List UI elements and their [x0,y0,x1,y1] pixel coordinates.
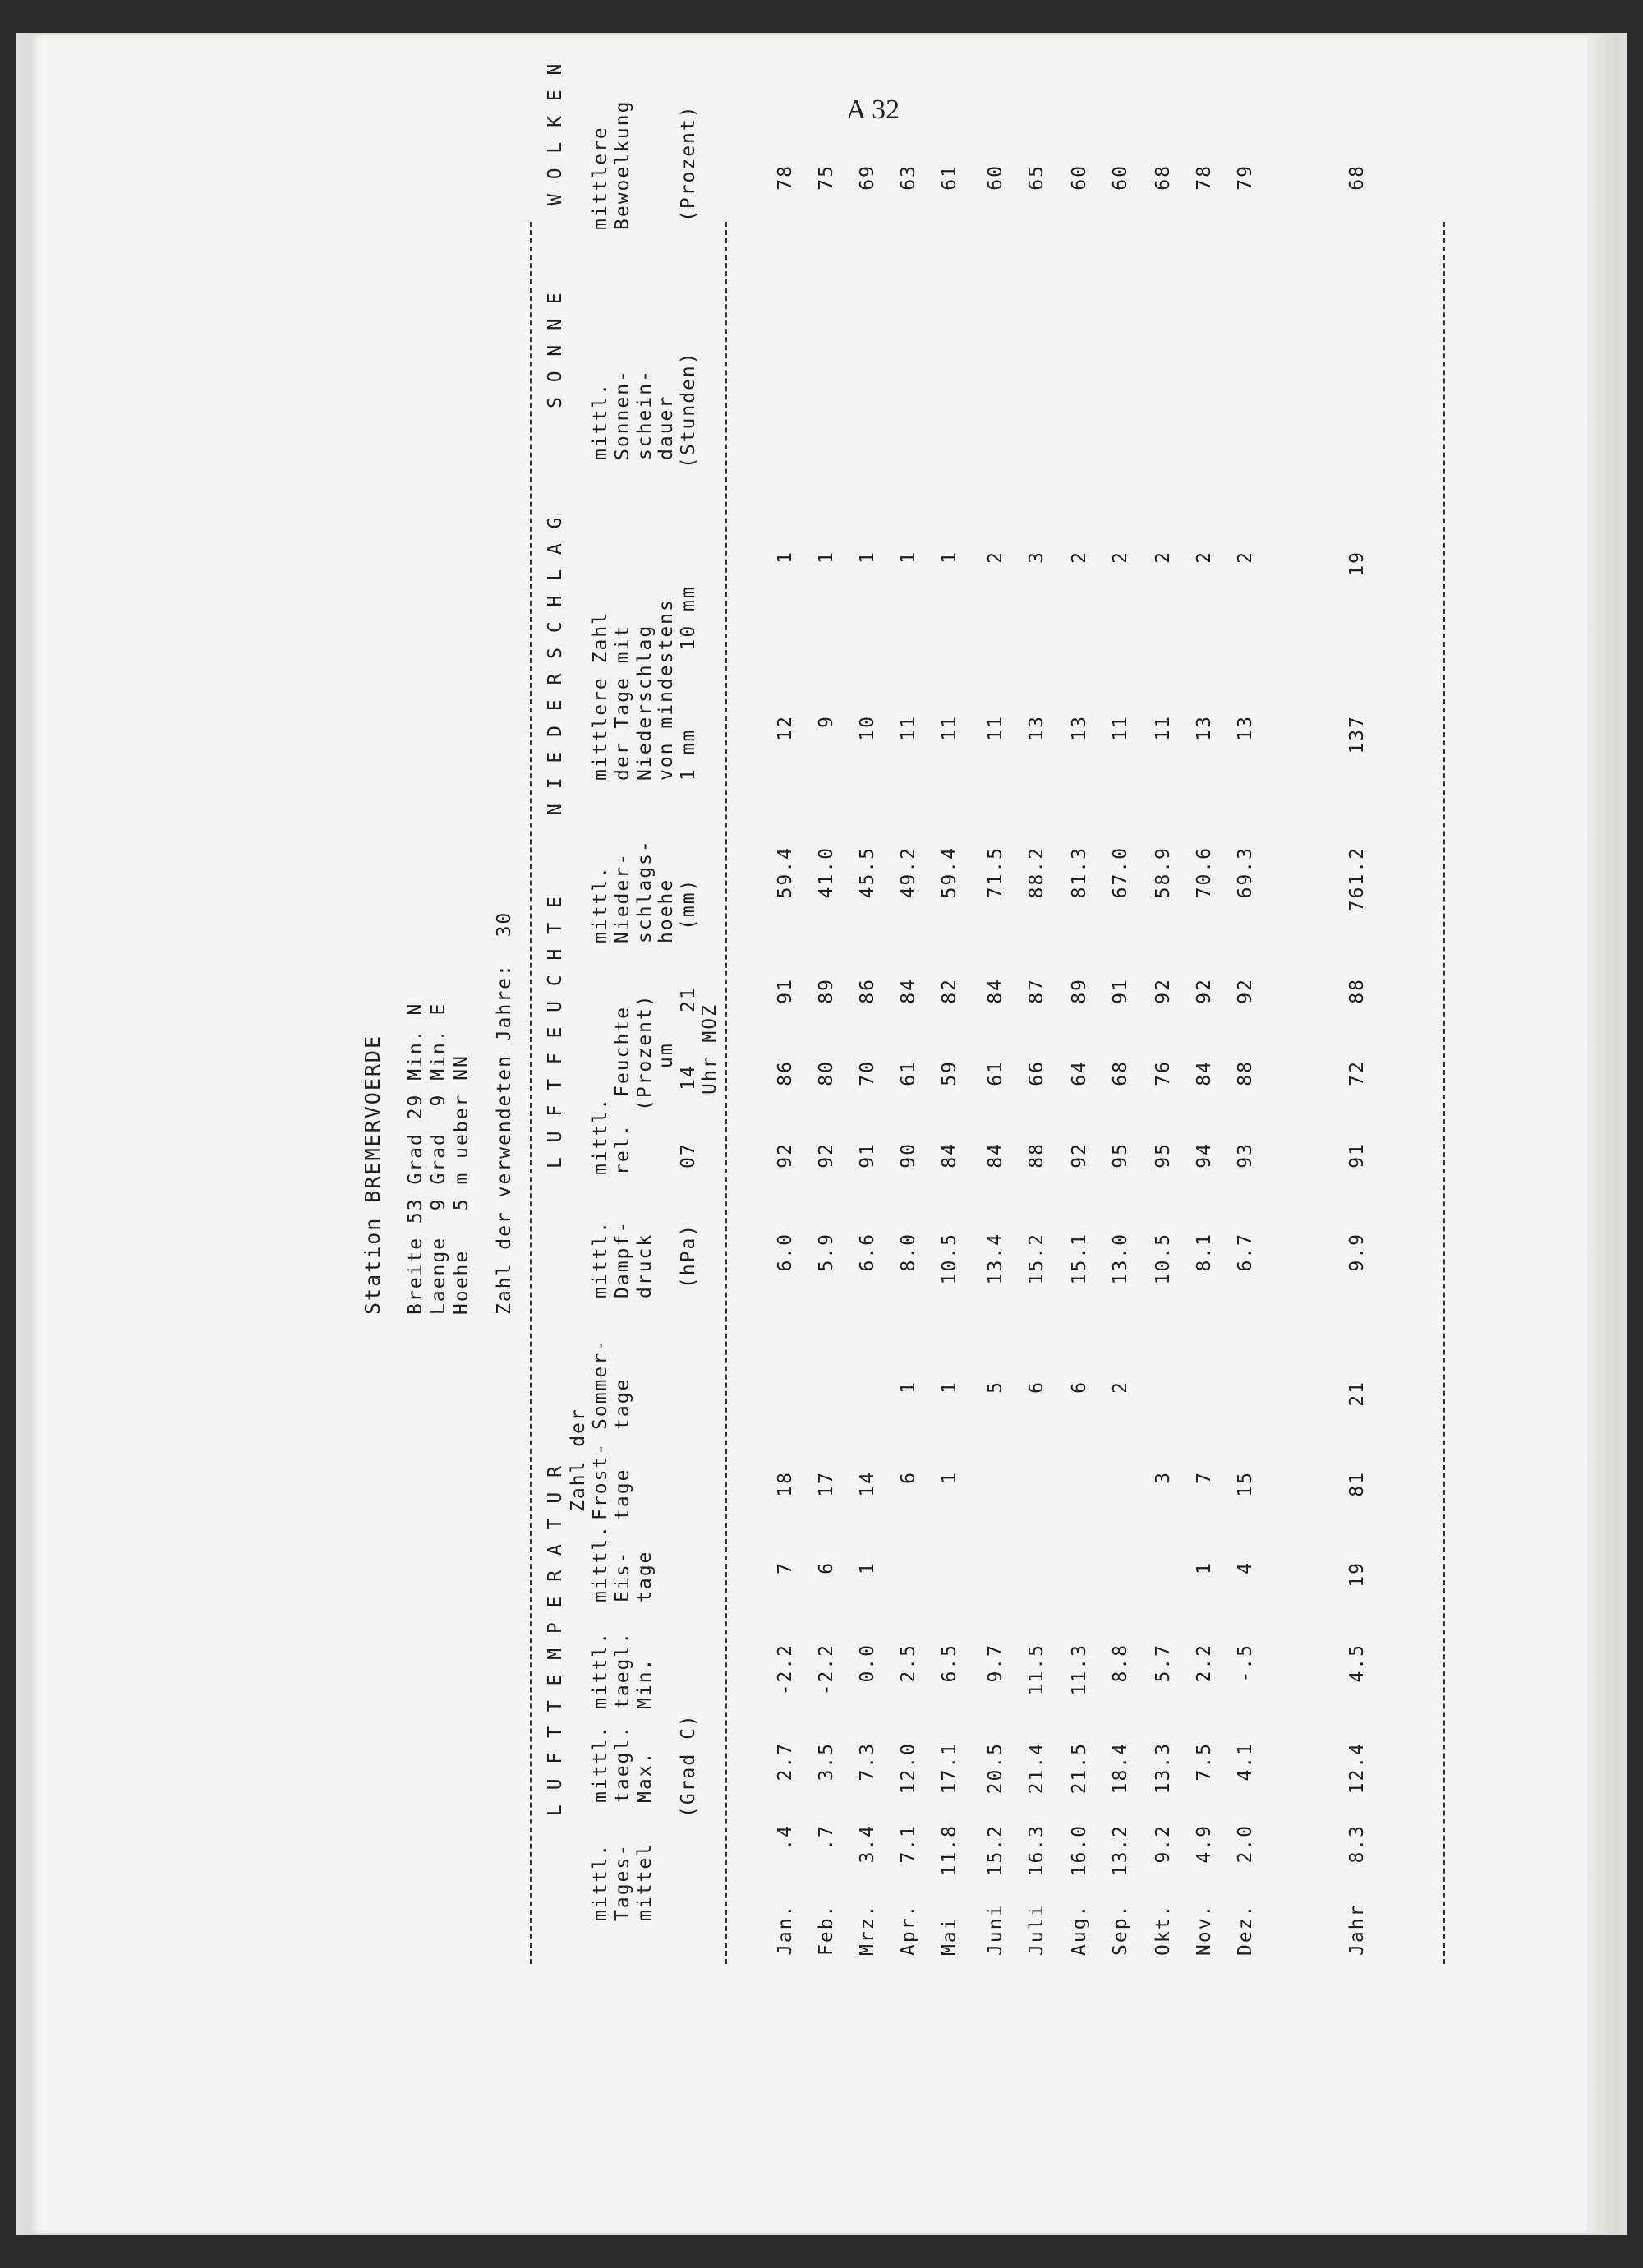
cell-f21: 91 [1110,978,1131,1004]
cell-f07: 90 [898,1142,919,1169]
header-line: Niederschlag [634,624,656,781]
header-line: mittl. [590,864,611,943]
header-number-of: Zahl der [568,1408,589,1512]
cell-tmax: 3.5 [816,1742,837,1782]
cell-tmin: 0.0 [857,1643,878,1683]
cell-dampf: 6.0 [775,1233,796,1272]
cell-wolk: 61 [939,164,960,191]
group-humidity: L U F T F E U C H T E [545,895,566,1169]
cell-wolk: 68 [1153,164,1174,191]
header-line: mittlere [590,126,611,230]
header-line: schein- [634,369,656,460]
cell-d1: 13 [1194,715,1215,741]
cell-d1: 11 [1153,715,1174,741]
cell-dampf: 13.0 [1110,1233,1131,1285]
group-sunshine: S O N N E [545,291,566,408]
header-bottom-rule [725,222,727,1964]
header-line: Sonnen- [612,369,633,460]
header-top-rule [530,222,532,1964]
station-title: Station BREMERVOERDE [361,1034,384,1315]
cell-month: Nov. [1194,1903,1215,1956]
cell-tmin: 5.7 [1153,1643,1174,1683]
cell-d10: 19 [1346,551,1368,577]
header-line: (Stunden) [678,351,699,468]
cell-tmin: 4.5 [1346,1643,1368,1683]
header-line: dauer [656,394,677,460]
cell-f14: 86 [775,1060,796,1086]
cell-d10: 1 [898,551,919,564]
header-line: mittlere Zahl [590,611,611,781]
cell-d1: 12 [775,715,796,741]
cell-f14: 84 [1194,1060,1215,1086]
header-line: 07 14 21 [678,986,699,1169]
cell-frost: 7 [1194,1471,1215,1484]
cell-f07: 92 [775,1142,796,1169]
cell-f07: 95 [1153,1142,1174,1169]
cell-tmax: 12.0 [898,1742,919,1795]
cell-frost: 15 [1235,1471,1256,1497]
cell-f21: 88 [1346,978,1368,1004]
rotated-climate-table [341,62,1458,2137]
header-line: 1 mm 10 mm [678,585,699,781]
cell-tmax: 13.3 [1153,1742,1174,1795]
station-longitude: Laenge 9 Grad 9 Min. E [428,1002,449,1315]
cell-month: Dez. [1235,1903,1256,1956]
cell-month: Feb. [816,1903,837,1956]
header-line: druck [634,1233,656,1298]
cell-f07: 92 [1069,1142,1090,1169]
header-line: mittel [634,1842,656,1921]
cell-tmax: 21.4 [1026,1742,1047,1795]
cell-tm: 16.3 [1026,1824,1047,1877]
cell-tmax: 2.7 [775,1742,796,1782]
group-clouds: W O L K E N [545,62,566,205]
cell-f07: 95 [1110,1142,1131,1169]
cell-tmin: -.5 [1235,1643,1256,1683]
cell-f07: 91 [857,1142,878,1169]
header-line: mittl. [590,1842,611,1921]
cell-tm: 15.2 [985,1824,1006,1877]
header-line: mittl. [590,1630,611,1709]
cell-dampf: 10.5 [1153,1233,1174,1285]
cell-tmin: 2.5 [898,1643,919,1683]
cell-wolk: 65 [1026,164,1047,191]
cell-f21: 91 [775,978,796,1004]
cell-nied: 71.5 [985,846,1006,899]
cell-tmin: 8.8 [1110,1643,1131,1683]
cell-month: Okt. [1153,1903,1174,1956]
cell-d1: 13 [1026,715,1047,741]
cell-frost: 14 [857,1471,878,1497]
header-line: Bewoelkung [612,99,633,230]
header-line: Sommer- [590,1339,611,1430]
cell-tmax: 4.1 [1235,1742,1256,1782]
cell-tm: 16.0 [1069,1824,1090,1877]
cell-d10: 1 [775,551,796,564]
header-line: (mm) [678,878,699,930]
cell-tm: 8.3 [1346,1824,1368,1864]
cell-d10: 3 [1026,551,1047,564]
cell-tmin: -2.2 [775,1643,796,1696]
header-line: der Tage mit [612,624,633,781]
header-line: tage [612,1468,633,1520]
cell-f21: 89 [816,978,837,1004]
cell-eis: 7 [775,1561,796,1574]
cell-wolk: 69 [857,164,878,191]
cell-tmin: 9.7 [985,1643,1006,1683]
cell-f14: 61 [898,1060,919,1086]
cell-f14: 59 [939,1060,960,1086]
cell-nied: 59.4 [775,846,796,899]
cell-f07: 84 [985,1142,1006,1169]
cell-d10: 2 [1153,551,1174,564]
cell-tmin: 6.5 [939,1643,960,1683]
cell-d1: 13 [1069,715,1090,741]
cell-eis: 19 [1346,1561,1368,1588]
cell-d1: 11 [985,715,1006,741]
cell-f07: 93 [1235,1142,1256,1169]
cell-f07: 91 [1346,1142,1368,1169]
cell-sommer: 1 [898,1381,919,1394]
cell-f07: 84 [939,1142,960,1169]
cell-f21: 84 [898,978,919,1004]
header-line: Nieder- [612,852,633,943]
cell-f14: 88 [1235,1060,1256,1086]
cell-f14: 80 [816,1060,837,1086]
cell-f14: 72 [1346,1060,1368,1086]
header-line: Tages- [612,1842,633,1921]
cell-d10: 2 [1110,551,1131,564]
cell-f21: 92 [1153,978,1174,1004]
years-count: Zahl der verwendeten Jahre: 30 [494,910,515,1315]
cell-tmax: 20.5 [985,1742,1006,1795]
header-line: Dampf- [612,1219,633,1298]
header-line: hoehe [656,878,677,943]
cell-f14: 64 [1069,1060,1090,1086]
cell-tm: .7 [816,1824,837,1851]
cell-tmin: 2.2 [1194,1643,1215,1683]
cell-f21: 92 [1235,978,1256,1004]
header-line: taegl. [612,1724,633,1803]
cell-nied: 59.4 [939,846,960,899]
cell-sommer: 2 [1110,1381,1131,1394]
cell-wolk: 60 [1110,164,1131,191]
cell-dampf: 13.4 [985,1233,1006,1285]
cell-f07: 92 [816,1142,837,1169]
cell-nied: 81.3 [1069,846,1090,899]
cell-d10: 2 [1194,551,1215,564]
station-latitude: Breite 53 Grad 29 Min. N [405,1002,426,1315]
cell-tm: .4 [775,1824,796,1851]
header-line: um [656,1042,677,1068]
cell-d1: 137 [1346,715,1368,754]
cell-tm: 9.2 [1153,1824,1174,1864]
header-line: Eis- [612,1550,633,1602]
cell-wolk: 79 [1235,164,1256,191]
cell-d1: 11 [1110,715,1131,741]
cell-frost: 1 [939,1471,960,1484]
cell-wolk: 78 [775,164,796,191]
cell-tm: 11.8 [939,1824,960,1877]
cell-f07: 94 [1194,1142,1215,1169]
cell-tm: 4.9 [1194,1824,1215,1864]
cell-eis: 1 [1194,1561,1215,1574]
header-line: tage [612,1377,633,1430]
cell-month: Jan. [775,1903,796,1956]
cell-f14: 76 [1153,1060,1174,1086]
cell-tm: 13.2 [1110,1824,1131,1877]
cell-month: Sep. [1110,1903,1131,1956]
cell-month: Jahr [1346,1903,1368,1956]
header-line: tage [634,1550,656,1602]
cell-dampf: 10.5 [939,1233,960,1285]
cell-tmin: 11.5 [1026,1643,1047,1696]
cell-eis: 4 [1235,1561,1256,1574]
cell-tmax: 12.4 [1346,1742,1368,1795]
cell-month: Juli [1026,1903,1047,1956]
cell-tmax: 7.3 [857,1742,878,1782]
cell-f14: 70 [857,1060,878,1086]
cell-f14: 66 [1026,1060,1047,1086]
cell-sommer: 6 [1069,1381,1090,1394]
header-unit-celsius: (Grad C) [678,1713,699,1818]
cell-frost: 81 [1346,1471,1368,1497]
cell-nied: 88.2 [1026,846,1047,899]
cell-f07: 88 [1026,1142,1047,1169]
header-line: taegl. [612,1630,633,1709]
header-line: (Prozent) [634,993,656,1111]
header-line: mittl. [590,1096,611,1175]
header-line: von mindestens [656,598,677,781]
header-line: schlags- [634,839,656,943]
cell-frost: 17 [816,1471,837,1497]
cell-tm: 2.0 [1235,1824,1256,1864]
cell-tmax: 7.5 [1194,1742,1215,1782]
cell-frost: 18 [775,1471,796,1497]
cell-d1: 11 [939,715,960,741]
cell-dampf: 8.1 [1194,1233,1215,1272]
cell-dampf: 6.7 [1235,1233,1256,1272]
cell-f14: 61 [985,1060,1006,1086]
cell-sommer: 21 [1346,1381,1368,1407]
cell-d10: 2 [1235,551,1256,564]
cell-month: Apr. [898,1903,919,1956]
cell-tm: 7.1 [898,1824,919,1864]
cell-d10: 2 [1069,551,1090,564]
cell-d1: 11 [898,715,919,741]
cell-wolk: 60 [1069,164,1090,191]
cell-nied: 67.0 [1110,846,1131,899]
cell-dampf: 6.6 [857,1233,878,1272]
header-line: mittl. [590,1219,611,1298]
cell-f21: 84 [985,978,1006,1004]
cell-sommer: 5 [985,1381,1006,1394]
cell-month: Mrz. [857,1903,878,1956]
cell-d1: 13 [1235,715,1256,741]
cell-f21: 82 [939,978,960,1004]
page-number: A 32 [846,94,900,125]
header-line: rel. Feuchte [612,1005,633,1175]
cell-nied: 70.6 [1194,846,1215,899]
cell-nied: 69.3 [1235,846,1256,899]
cell-wolk: 78 [1194,164,1215,191]
cell-wolk: 75 [816,164,837,191]
cell-wolk: 63 [898,164,919,191]
header-line: Frost- [590,1441,611,1520]
cell-tmin: 11.3 [1069,1643,1090,1696]
cell-f21: 92 [1194,978,1215,1004]
cell-month: Aug. [1069,1903,1090,1956]
cell-nied: 45.5 [857,846,878,899]
cell-tm: 3.4 [857,1824,878,1864]
header-line: Max. [634,1750,656,1803]
cell-dampf: 15.1 [1069,1233,1090,1285]
cell-dampf: 15.2 [1026,1233,1047,1285]
cell-wolk: 68 [1346,164,1368,191]
cell-eis: 1 [857,1561,878,1574]
table-bottom-rule [1443,222,1445,1964]
header-line: (Prozent) [678,104,699,222]
cell-d1: 9 [816,715,837,728]
cell-month: Mai [939,1916,960,1956]
header-line: mittl. [590,381,611,460]
cell-d10: 1 [939,551,960,564]
cell-f14: 68 [1110,1060,1131,1086]
cell-tmax: 18.4 [1110,1742,1131,1795]
header-line: mittl. [590,1724,611,1803]
cell-sommer: 6 [1026,1381,1047,1394]
cell-tmax: 21.5 [1069,1742,1090,1795]
cell-f21: 86 [857,978,878,1004]
group-precipitation: N I E D E R S C H L A G [545,515,566,815]
cell-tmax: 17.1 [939,1742,960,1795]
cell-frost: 6 [898,1471,919,1484]
cell-eis: 6 [816,1561,837,1574]
cell-d10: 2 [985,551,1006,564]
cell-dampf: 9.9 [1346,1233,1368,1272]
cell-tmin: -2.2 [816,1643,837,1696]
cell-nied: 49.2 [898,846,919,899]
cell-nied: 41.0 [816,846,837,899]
cell-wolk: 60 [985,164,1006,191]
cell-nied: 58.9 [1153,846,1174,899]
cell-nied: 761.2 [1346,846,1368,912]
header-unit-hpa: (hPa) [678,1223,699,1288]
header-line: Uhr MOZ [699,1003,720,1095]
cell-d1: 10 [857,715,878,741]
group-air-temperature: L U F T T E M P E R A T U R [545,1464,566,1816]
station-altitude: Hoehe 5 m ueber NN [451,1054,472,1315]
cell-d10: 1 [816,551,837,564]
cell-sommer: 1 [939,1381,960,1394]
cell-dampf: 5.9 [816,1233,837,1272]
cell-f21: 87 [1026,978,1047,1004]
header-line: mittl. [590,1524,611,1602]
cell-d10: 1 [857,551,878,564]
cell-dampf: 8.0 [898,1233,919,1272]
header-line: Min. [634,1657,656,1709]
cell-f21: 89 [1069,978,1090,1004]
cell-month: Juni [985,1903,1006,1956]
cell-frost: 3 [1153,1471,1174,1484]
page-gutter [1587,35,1618,2233]
